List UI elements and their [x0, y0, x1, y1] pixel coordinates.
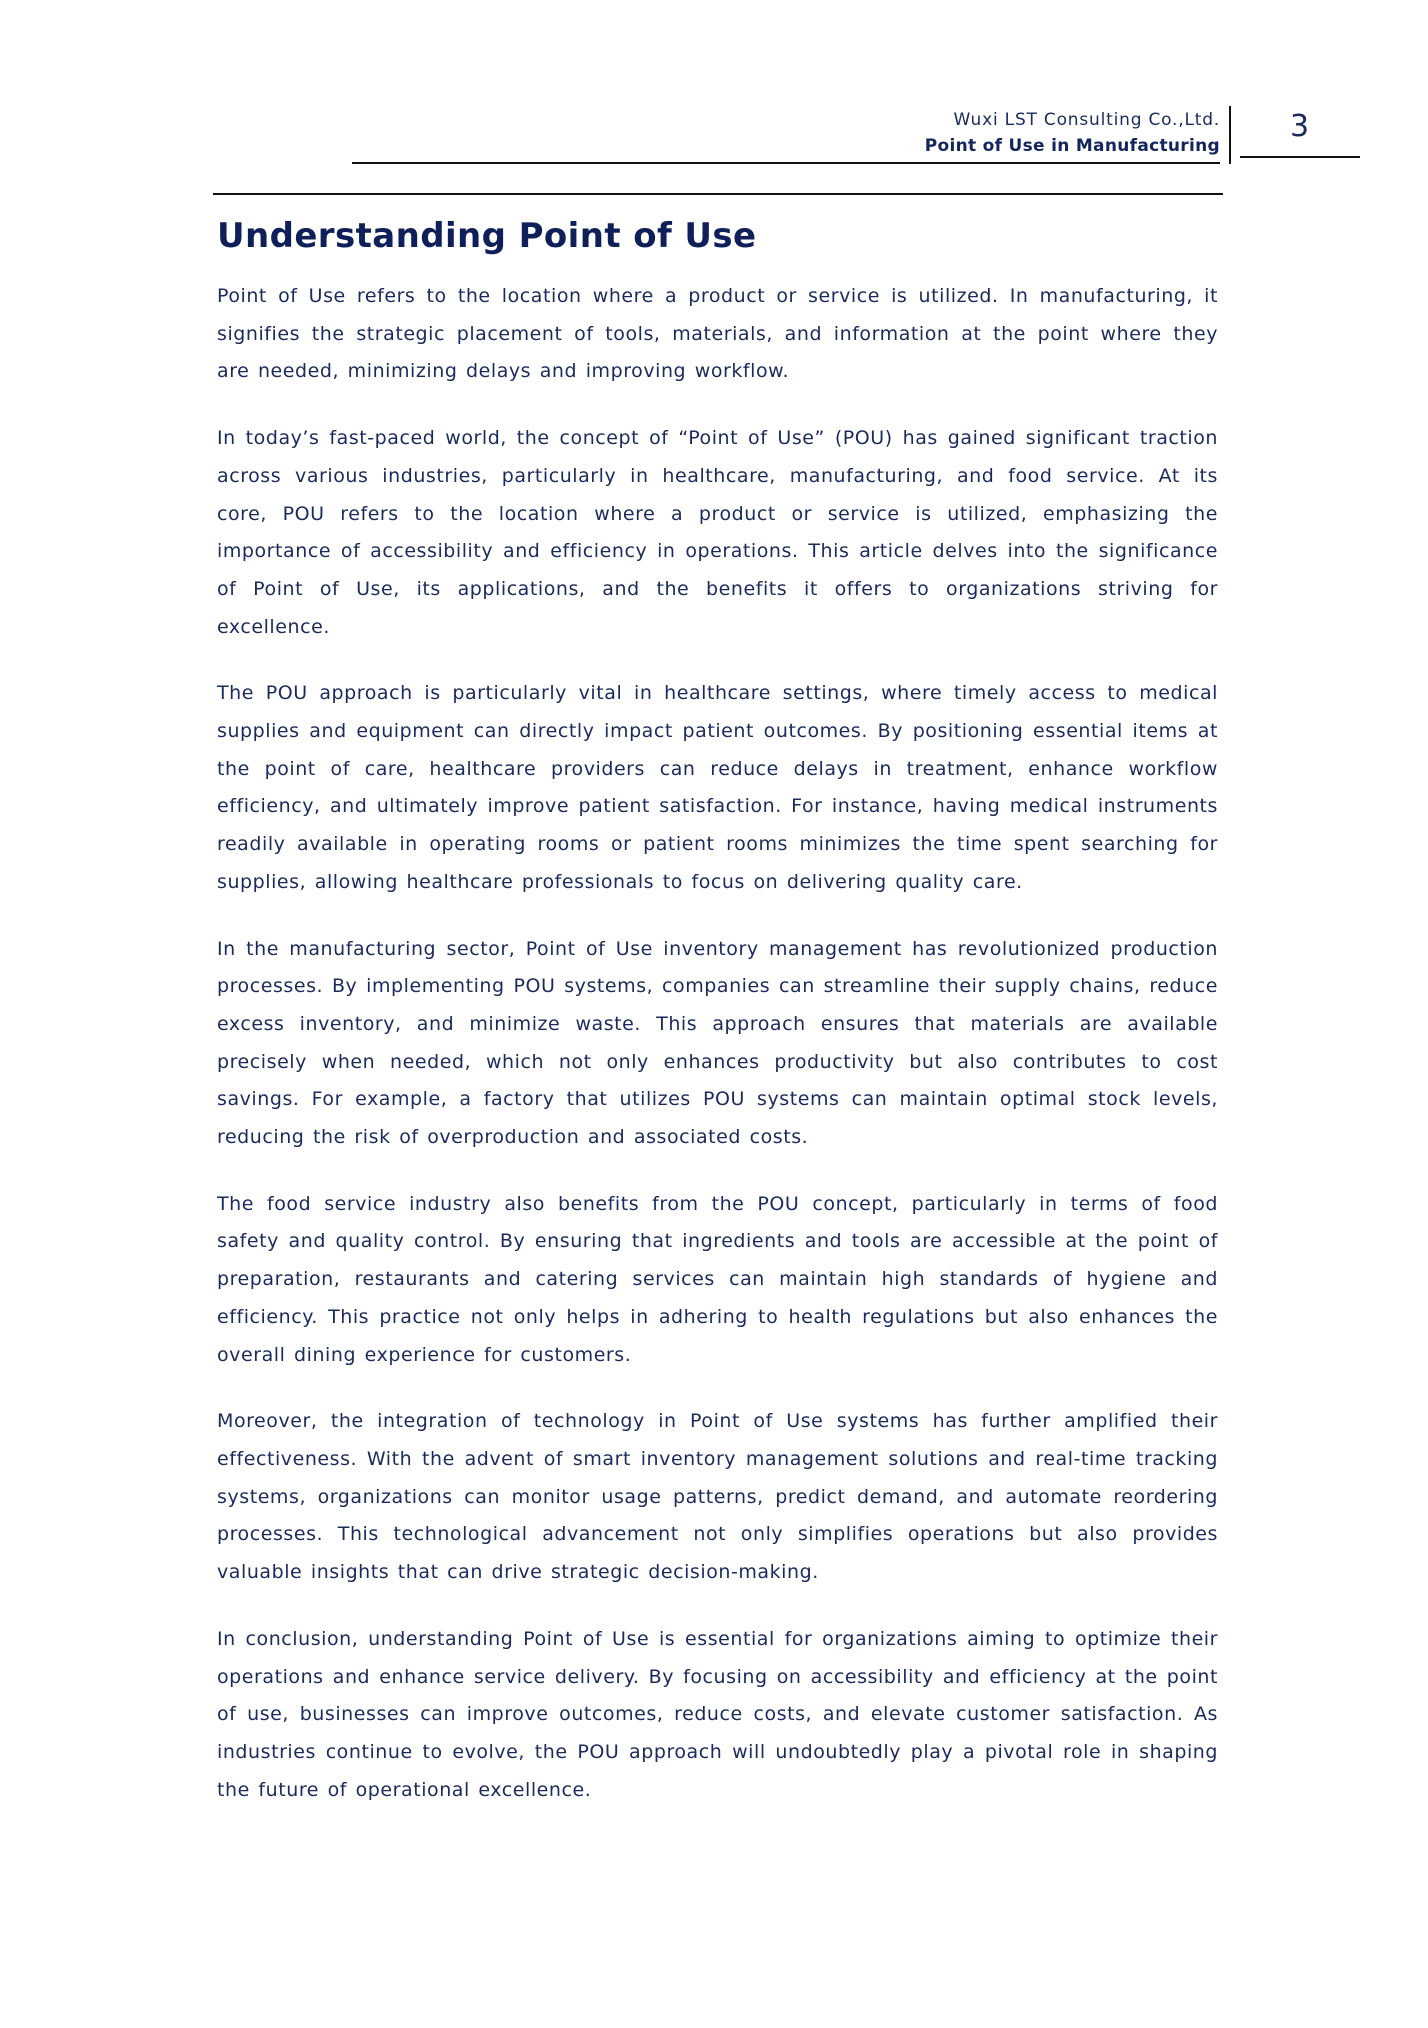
header-vertical-divider [1229, 106, 1231, 164]
page-number-underline [1240, 156, 1360, 158]
page-number: 3 [1290, 109, 1310, 144]
header-divider [352, 162, 1220, 164]
title-divider [213, 193, 1223, 195]
article-body [217, 208, 1218, 1838]
article-paragraph-2: In today’s fast-paced world, the concept of “Point of Use” (POU) has gained significant traction across various industries, particularly in healthcare, manufacturing, and food service. At its core, POU refers to the location where a product or service is utilized, emphasizing the importance of accessibility and efficiency in operations. This article delves into the significance of Point of Use, its applications, and the benefits it offers to organizations striving for excellence. [217, 427, 1218, 638]
article-paragraph-1: Point of Use refers to the location where a product or service is utilized. In manufacturing, it signifies the strategic placement of tools, materials, and information at the point where they are needed, minimizing delays and improving workflow. [217, 285, 1218, 383]
article-paragraph-4: In the manufacturing sector, Point of Use inventory management has revolutionized production processes. By implementing POU systems, companies can streamline their supply chains, reduce excess inventory, and minimize waste. This approach ensures that materials are available precisely when needed, which not only enhances productivity but also contributes to cost savings. For example, a factory that utilizes POU systems can maintain optimal stock levels, reducing the risk of overproduction and associated costs. [217, 937, 1218, 1149]
header-document-title: Point of Use in Manufacturing [924, 136, 1220, 156]
article-paragraph-6: Moreover, the integration of technology in Point of Use systems has further amplified their effectiveness. With the advent of smart inventory management solutions and real-time tracking systems, organizations can monitor usage patterns, predict demand, and automate reordering processes. This technological advancement not only simplifies operations but also provides valuable insights that can drive strategic decision-making. [217, 1410, 1218, 1584]
article-paragraph-5: The food service industry also benefits from the POU concept, particularly in terms of food safety and quality control. By ensuring that ingredients and tools are accessible at the point of preparation, restaurants and catering services can maintain high standards of hygiene and efficiency. This practice not only helps in adhering to health regulations but also enhances the overall dining experience for customers. [217, 1192, 1218, 1366]
article-paragraph-3: The POU approach is particularly vital in healthcare settings, where timely access to medical supplies and equipment can directly impact patient outcomes. By positioning essential items at the point of care, healthcare providers can reduce delays in treatment, enhance workflow efficiency, and ultimately improve patient satisfaction. For instance, having medical instruments readily available in operating rooms or patient rooms minimizes the time spent searching for supplies, allowing healthcare professionals to focus on delivering quality care. [217, 682, 1218, 893]
header-company-name: Wuxi LST Consulting Co.,Ltd. [953, 110, 1220, 130]
article-paragraph-7: In conclusion, understanding Point of Use is essential for organizations aiming to optimize their operations and enhance service delivery. By focusing on accessibility and efficiency at the point of use, businesses can improve outcomes, reduce costs, and elevate customer satisfaction. As industries continue to evolve, the POU approach will undoubtedly play a pivotal role in shaping the future of operational excellence. [217, 1627, 1218, 1801]
article-title: Understanding Point of Use [217, 216, 757, 256]
